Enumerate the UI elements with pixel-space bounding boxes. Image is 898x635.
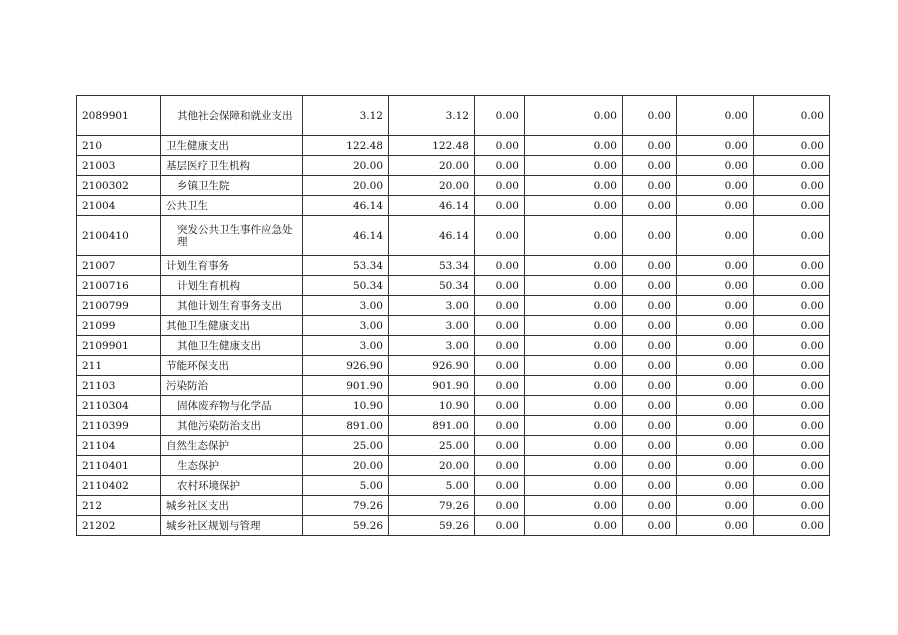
amount-cell: 0.00 (677, 276, 754, 296)
table-row (77, 336, 830, 356)
amount-cell: 0.00 (475, 336, 525, 356)
amount-cell: 0.00 (754, 256, 830, 276)
amount-cell: 46.14 (389, 196, 475, 216)
amount-cell: 25.00 (389, 436, 475, 456)
amount-cell: 0.00 (525, 456, 623, 476)
table-row (77, 356, 830, 376)
amount-cell: 0.00 (754, 176, 830, 196)
amount-cell: 3.00 (389, 336, 475, 356)
amount-cell: 0.00 (525, 196, 623, 216)
amount-cell: 0.00 (525, 436, 623, 456)
amount-cell: 0.00 (623, 416, 677, 436)
amount-cell: 0.00 (623, 156, 677, 176)
amount-cell: 0.00 (475, 316, 525, 336)
amount-cell: 0.00 (677, 336, 754, 356)
amount-cell: 0.00 (754, 456, 830, 476)
table-row (77, 136, 830, 156)
amount-cell: 20.00 (389, 156, 475, 176)
subject-name-cell: 自然生态保护 (161, 436, 303, 456)
table-row (77, 496, 830, 516)
amount-cell: 3.00 (303, 336, 389, 356)
amount-cell: 0.00 (623, 216, 677, 256)
subject-name-cell: 突发公共卫生事件应急处理 (161, 216, 303, 256)
amount-cell: 0.00 (754, 436, 830, 456)
amount-cell: 0.00 (623, 396, 677, 416)
subject-code-cell: 2100410 (77, 216, 161, 256)
table-row (77, 416, 830, 436)
amount-cell: 0.00 (754, 136, 830, 156)
amount-cell: 901.90 (389, 376, 475, 396)
amount-cell: 0.00 (754, 336, 830, 356)
subject-code-cell: 2110304 (77, 396, 161, 416)
amount-cell: 0.00 (623, 356, 677, 376)
table-row (77, 216, 830, 256)
amount-cell: 3.12 (389, 96, 475, 136)
amount-cell: 0.00 (754, 316, 830, 336)
table-row (77, 316, 830, 336)
subject-name-cell: 生态保护 (161, 456, 303, 476)
amount-cell: 0.00 (754, 96, 830, 136)
amount-cell: 0.00 (623, 476, 677, 496)
amount-cell: 0.00 (677, 496, 754, 516)
subject-name-cell: 乡镇卫生院 (161, 176, 303, 196)
amount-cell: 0.00 (475, 516, 525, 536)
amount-cell: 0.00 (475, 96, 525, 136)
amount-cell: 0.00 (525, 376, 623, 396)
amount-cell: 0.00 (677, 516, 754, 536)
amount-cell: 20.00 (303, 156, 389, 176)
amount-cell: 0.00 (475, 256, 525, 276)
amount-cell: 0.00 (623, 296, 677, 316)
amount-cell: 0.00 (677, 96, 754, 136)
amount-cell: 59.26 (389, 516, 475, 536)
amount-cell: 3.12 (303, 96, 389, 136)
amount-cell: 0.00 (475, 396, 525, 416)
table-row (77, 476, 830, 496)
amount-cell: 0.00 (525, 296, 623, 316)
amount-cell: 0.00 (475, 296, 525, 316)
subject-name-cell: 公共卫生 (161, 196, 303, 216)
amount-cell: 79.26 (303, 496, 389, 516)
amount-cell: 0.00 (677, 196, 754, 216)
amount-cell: 0.00 (525, 256, 623, 276)
amount-cell: 0.00 (623, 276, 677, 296)
amount-cell: 20.00 (303, 176, 389, 196)
amount-cell: 0.00 (475, 416, 525, 436)
subject-name-cell: 其他社会保障和就业支出 (161, 96, 303, 136)
amount-cell: 3.00 (389, 296, 475, 316)
amount-cell: 0.00 (623, 456, 677, 476)
table-row (77, 156, 830, 176)
amount-cell: 46.14 (389, 216, 475, 256)
amount-cell: 46.14 (303, 216, 389, 256)
amount-cell: 0.00 (677, 456, 754, 476)
amount-cell: 0.00 (525, 416, 623, 436)
amount-cell: 0.00 (623, 256, 677, 276)
table-row (77, 376, 830, 396)
table-row (77, 256, 830, 276)
amount-cell: 0.00 (677, 156, 754, 176)
amount-cell: 0.00 (754, 156, 830, 176)
amount-cell: 20.00 (303, 456, 389, 476)
subject-code-cell: 21202 (77, 516, 161, 536)
subject-code-cell: 2089901 (77, 96, 161, 136)
amount-cell: 0.00 (677, 216, 754, 256)
amount-cell: 0.00 (677, 176, 754, 196)
amount-cell: 20.00 (389, 176, 475, 196)
subject-code-cell: 2110399 (77, 416, 161, 436)
amount-cell: 0.00 (677, 436, 754, 456)
subject-name-cell: 计划生育机构 (161, 276, 303, 296)
table-row (77, 176, 830, 196)
amount-cell: 0.00 (677, 296, 754, 316)
subject-name-cell: 其他计划生育事务支出 (161, 296, 303, 316)
subject-name-cell: 计划生育事务 (161, 256, 303, 276)
amount-cell: 0.00 (677, 396, 754, 416)
subject-code-cell: 2100302 (77, 176, 161, 196)
amount-cell: 0.00 (475, 476, 525, 496)
amount-cell: 53.34 (303, 256, 389, 276)
amount-cell: 0.00 (623, 336, 677, 356)
amount-cell: 0.00 (475, 376, 525, 396)
subject-code-cell: 2110402 (77, 476, 161, 496)
amount-cell: 0.00 (677, 356, 754, 376)
table-row (77, 96, 830, 136)
subject-code-cell: 211 (77, 356, 161, 376)
subject-name-cell: 其他卫生健康支出 (161, 316, 303, 336)
amount-cell: 0.00 (623, 516, 677, 536)
amount-cell: 5.00 (389, 476, 475, 496)
subject-code-cell: 21007 (77, 256, 161, 276)
amount-cell: 0.00 (525, 276, 623, 296)
amount-cell: 0.00 (677, 136, 754, 156)
amount-cell: 0.00 (623, 496, 677, 516)
subject-code-cell: 2100716 (77, 276, 161, 296)
subject-name-cell: 污染防治 (161, 376, 303, 396)
subject-code-cell: 210 (77, 136, 161, 156)
subject-name-cell: 卫生健康支出 (161, 136, 303, 156)
amount-cell: 0.00 (525, 496, 623, 516)
amount-cell: 3.00 (303, 296, 389, 316)
amount-cell: 59.26 (303, 516, 389, 536)
amount-cell: 122.48 (389, 136, 475, 156)
amount-cell: 0.00 (525, 336, 623, 356)
amount-cell: 0.00 (623, 96, 677, 136)
amount-cell: 5.00 (303, 476, 389, 496)
amount-cell: 0.00 (525, 476, 623, 496)
amount-cell: 926.90 (303, 356, 389, 376)
amount-cell: 891.00 (389, 416, 475, 436)
amount-cell: 50.34 (303, 276, 389, 296)
subject-code-cell: 21004 (77, 196, 161, 216)
amount-cell: 46.14 (303, 196, 389, 216)
amount-cell: 0.00 (623, 436, 677, 456)
subject-name-cell: 农村环境保护 (161, 476, 303, 496)
amount-cell: 891.00 (303, 416, 389, 436)
amount-cell: 0.00 (677, 256, 754, 276)
subject-name-cell: 城乡社区规划与管理 (161, 516, 303, 536)
subject-code-cell: 21104 (77, 436, 161, 456)
amount-cell: 0.00 (754, 356, 830, 376)
budget-expenditure-table (76, 95, 830, 536)
subject-code-cell: 2100799 (77, 296, 161, 316)
subject-name-cell: 其他卫生健康支出 (161, 336, 303, 356)
amount-cell: 0.00 (754, 396, 830, 416)
amount-cell: 0.00 (623, 316, 677, 336)
amount-cell: 0.00 (475, 356, 525, 376)
subject-name-cell: 固体废弃物与化学品 (161, 396, 303, 416)
amount-cell: 0.00 (677, 416, 754, 436)
amount-cell: 53.34 (389, 256, 475, 276)
amount-cell: 20.00 (389, 456, 475, 476)
table-row (77, 196, 830, 216)
subject-code-cell: 21099 (77, 316, 161, 336)
amount-cell: 0.00 (475, 176, 525, 196)
table-body (77, 96, 830, 536)
amount-cell: 0.00 (677, 376, 754, 396)
subject-name-cell: 节能环保支出 (161, 356, 303, 376)
amount-cell: 0.00 (475, 436, 525, 456)
amount-cell: 0.00 (677, 316, 754, 336)
amount-cell: 0.00 (525, 136, 623, 156)
subject-name-cell: 其他污染防治支出 (161, 416, 303, 436)
table-row (77, 436, 830, 456)
amount-cell: 0.00 (754, 496, 830, 516)
table-row (77, 296, 830, 316)
amount-cell: 0.00 (525, 516, 623, 536)
amount-cell: 0.00 (525, 316, 623, 336)
amount-cell: 0.00 (475, 196, 525, 216)
subject-name-cell: 基层医疗卫生机构 (161, 156, 303, 176)
subject-code-cell: 21003 (77, 156, 161, 176)
table-row (77, 516, 830, 536)
amount-cell: 0.00 (525, 216, 623, 256)
amount-cell: 25.00 (303, 436, 389, 456)
amount-cell: 0.00 (623, 136, 677, 156)
amount-cell: 0.00 (475, 136, 525, 156)
amount-cell: 79.26 (389, 496, 475, 516)
table-row (77, 276, 830, 296)
amount-cell: 0.00 (525, 96, 623, 136)
amount-cell: 0.00 (754, 276, 830, 296)
amount-cell: 0.00 (754, 216, 830, 256)
subject-code-cell: 2109901 (77, 336, 161, 356)
amount-cell: 10.90 (389, 396, 475, 416)
amount-cell: 3.00 (303, 316, 389, 336)
amount-cell: 0.00 (754, 516, 830, 536)
amount-cell: 0.00 (475, 496, 525, 516)
amount-cell: 0.00 (623, 196, 677, 216)
amount-cell: 0.00 (677, 476, 754, 496)
amount-cell: 0.00 (475, 456, 525, 476)
subject-code-cell: 212 (77, 496, 161, 516)
amount-cell: 0.00 (623, 176, 677, 196)
subject-code-cell: 2110401 (77, 456, 161, 476)
amount-cell: 3.00 (389, 316, 475, 336)
amount-cell: 0.00 (525, 176, 623, 196)
subject-name-cell: 城乡社区支出 (161, 496, 303, 516)
amount-cell: 0.00 (475, 216, 525, 256)
amount-cell: 0.00 (754, 376, 830, 396)
amount-cell: 0.00 (754, 296, 830, 316)
amount-cell: 0.00 (754, 416, 830, 436)
amount-cell: 50.34 (389, 276, 475, 296)
amount-cell: 901.90 (303, 376, 389, 396)
amount-cell: 0.00 (475, 156, 525, 176)
amount-cell: 0.00 (754, 196, 830, 216)
amount-cell: 122.48 (303, 136, 389, 156)
amount-cell: 0.00 (754, 476, 830, 496)
table-row (77, 456, 830, 476)
amount-cell: 0.00 (475, 276, 525, 296)
amount-cell: 926.90 (389, 356, 475, 376)
amount-cell: 10.90 (303, 396, 389, 416)
table-row (77, 396, 830, 416)
amount-cell: 0.00 (525, 156, 623, 176)
amount-cell: 0.00 (525, 396, 623, 416)
subject-code-cell: 21103 (77, 376, 161, 396)
amount-cell: 0.00 (623, 376, 677, 396)
amount-cell: 0.00 (525, 356, 623, 376)
